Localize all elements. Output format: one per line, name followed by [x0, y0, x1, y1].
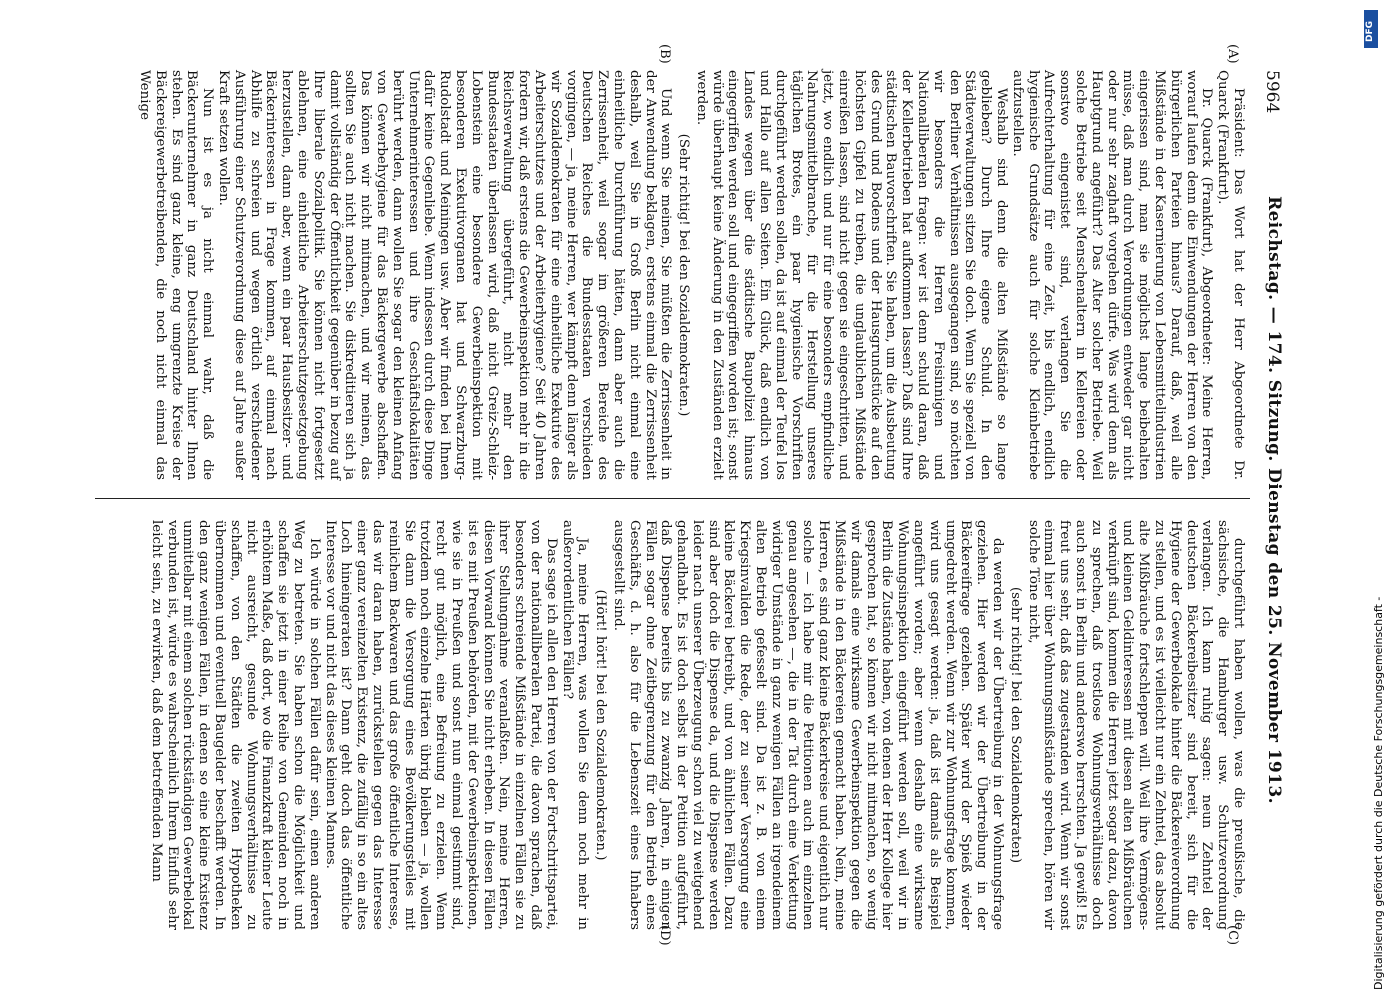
right-text-column: [96, 520, 1246, 930]
paragraph: Und wenn Sie meinen, Sie müßten die Zerrissenheit in der Anwendung beklagen, erstens einmal die Zerrissenheit deshalb, weil Sie in Groß Berlin nicht einmal eine einheitliche Durchführung hätten, dann aber auch die Zerrissenheit, weil sogar im größeren Bereiche des Deutschen Reiches die Bundesstaaten verschieden vorgingen, — ja, meine Herren, wer kämpft denn länger als wir Sozialdemokraten für eine einheitliche Exekutive des Arbeiterschutzes und der Arbeiterhygiene? Seit 40 Jahren fordern wir, daß erstens die Gewerbeinspektion mehr in die Reichsverwaltung übergeführt, nicht mehr den Bundesstaaten überlassen wird, daß nicht Greiz-Schleiz-Lobenstein eine besondere Gewerbeinspektion mit besonderen Exekutivorganen hat und Schwarzburg-Rudolstadt und Meiningen usw. Aber wir finden bei Ihnen dafür keine Gegenliebe. Wenn indessen durch diese Dinge Unternehmerinteressen und ihre Geschäftslokalitäten berührt werden, dann wollen Sie sogar den kleinen Anfang von Gewerbehygiene für das Bäckergewerbe abschaffen. Das können wir nicht mitmachen, und wir meinen, das sollten Sie auch nicht machen. Sie diskreditieren sich ja damit vollständig der Öffentlichkeit gegenüber in bezug auf Ihre liberale Sozialpolitik. Sie können nicht fortgesetzt ablehnen, eine einheitliche Arbeiterschutzgesetzgebung herzustellen, dann aber, wenn ein paar Hausbesitzer- und Bäckerinteressen in Frage kommen, auf einmal nach Abhilfe zu schreien und wegen örtlich verschiedener Ausführung einer Schutzverordnung diese auf Jahre außer Kraft setzen wollen.: [216, 70, 674, 480]
page-number: 5964: [1262, 70, 1282, 114]
interjection: (Hört! hört! bei den Sozialdemokraten.): [593, 589, 609, 861]
interjection: (Sehr richtig! bei den Sozialdemokraten.): [676, 133, 692, 417]
margin-mark-c: (C): [1225, 925, 1240, 946]
paragraph: Ich würde in solchen Fällen dafür sein, einen anderen Weg zu betreten. Sie haben schon die Möglichkeit und schaffen sie jetzt in einer Reihe von Gemeinden noch in erhöhtem Maße, daß dort, wo die Finanzkraft kleiner Leute nicht ausreicht, gesunde Wohnungsverhältnisse zu schaffen, von den Städten die zweiten Hypotheken übernommen und eventuell Baugelder beschafft werden. In den ganz wenigen Fällen, in denen so eine kleine Existenz unmittelbar mit einem solchen rückständigen Gewerbelokal verbunden ist, würde es wahrscheinlich Ihrem Einfluß sehr leicht sein, zu erwirken, daß dem betreffenden Mann: [148, 520, 322, 930]
digitization-credit: Digitalisierung gefördert durch die Deutsche Forschungsgemeinschaft -: [1372, 596, 1385, 990]
header-publication: Reichstag. — 174. Sitzung. Dienstag den 25. November 1913.: [1264, 196, 1284, 804]
margin-mark-b: (B): [657, 44, 672, 64]
dfg-logo: DFG: [1364, 10, 1378, 48]
interjection: (sehr richtig! bei den Sozialdemokraten): [1007, 586, 1023, 864]
column-divider: [95, 498, 1250, 499]
paragraph: Ja, meine Herren, was wollen Sie denn noch mehr in außerordentlichen Fällen?: [559, 520, 591, 930]
paragraph: Nun ist es ja nicht einmal wahr, daß die Bäckerunternehmer in ganz Deutschland hinter Ihnen stehen. Es sind ganz kleine, eng umgrenzte Kreise der Bäckereigewerbetreibenden, die noch nicht einmal das Wenige: [137, 70, 216, 480]
left-text-column: [96, 70, 1246, 480]
paragraph: durchgeführt haben wollen, was die preußische, die sächsische, die Hamburger usw. Schutzverordnung verlangen. Ich kann ruhig sagen: neun Zehntel der deutschen Bäckereibesitzer sind bereit, sich für die Hygiene der Gewerbelokale hinter die Bäckereiverordnung zu stellen, und es ist vielleicht nur ein Zehntel, das absolut alte Mißbräuche fortschleppen will. Weil ihre Vermögens- und kleinen Geldinteressen mit diesen alten Mißbräuchen verknüpft sind, kommen die Herren jetzt sogar dazu, davon zu sprechen, daß trostlose Wohnungsverhältnisse doch auch sonst in Berlin und anderswo herrschten. Ja gewiß! Es freut uns sehr, daß das zugestanden wird. Wenn wir sonst einmal hier über Wohnungsmißstände sprechen, hören wir solche Töne nicht,: [1025, 520, 1246, 930]
rotated-document-page: [50, 44, 1290, 950]
paragraph: Weshalb sind denn die alten Mißstände so lange geblieben? Durch Ihre eigene Schuld. In den Städteverwaltungen sitzen Sie doch. Wenn Sie speziell von den Berliner Verhältnissen ausgegangen sind, so möchten wir besonders die Herren Freisinnigen und Nationalliberalen fragen: wer ist denn schuld daran, daß der Kellerbetrieben hat aufkommen lassen? Daß sind Ihre städtischen Bauvorschriften. Sie haben, um die Ausbeutung des Grund und Bodens und der Hausgrundstücke auf den höchsten Gipfel zu treiben, die unglaublichen Mißstände einreißen lassen, sind nicht gegen sie eingeschritten, und jetzt, wo endlich und nur für eine besonders empfindliche Nahrungsmittelbranche, für die Herstellung unseres täglichen Brotes, ein paar hygienische Vorschriften durchgeführt werden sollen, da ist auf einmal der Teufel los und Hallo auf allen Seiten. Ein Glück, daß endlich von Landes wegen über die städtische Baupolizei hinaus eingegriffen werden soll und eingegriffen worden ist; sonst würde überhaupt keine Änderung in den Zuständen erzielt werden.: [693, 70, 1010, 480]
running-header: [1264, 50, 1284, 950]
paragraph: da werden wir der Übertreibung in der Wohnungsfrage geziehen. Hier werden wir der Übertreibung in der Bäckereifrage geziehen. Später wird der Spieß wieder umgedreht werden. Wenn wir zur Wohnungsfrage kommen, wird uns gesagt werden: ja, daß ist damals als Beispiel angeführt worden; aber wenn deshalb eine wirksame Wohnungsinspektion eingeführt werden soll, weil wir in Berlin die Zustände haben, von denen der Herr Kollege hier gesprochen hat, so können wir nicht mitmachen, so wenig wir damals eine wirksame Gewerbeinspektion gegen die Mißstände in den Bäckereien gemacht haben. Nein, meine Herren, es sind ganz kleine Bäckerkreise und eigentlich nur solche — ich habe mir die Petitionen auch im einzelnen genau angesehen —, die in der Tat durch eine Verkettung widriger Umstände in ganz wenigen Fällen an irgendeinem alten Betrieb gefesselt sind. Da ist z. B. von einem Kriegsinvaliden die Rede, der zu seiner Versorgung eine kleine Bäckerei betreibt, und von ähnlichen Fällen. Dazu sind aber doch die Dispense da, und die Dispense werden leider nach unserer Überzeugung schon viel zu weitgehend gehandhabt. Es ist doch selbst in der Petition aufgeführt, daß Dispense bereits bis zu zwanzig Jahren, in einigen Fällen sogar ohne Zeitbegrenzung für den Betrieb eines Geschäfts, d. h. also für die Lebenszeit eines Inhabers ausgestellt sind.: [610, 520, 1006, 930]
margin-mark-a: (A): [1225, 44, 1240, 64]
paragraph: Dr. Quarck (Frankfurt), Abgeordneter: Meine Herren, worauf laufen denn die Einwendungen der Herren von den bürgerlichen Parteien hinaus? Darauf, daß, weil alle Mißstände in der Kasernierung von Lebensmittelindustrien eingerissen sind, man sie möglichst lange beibehalten müsse, daß man durch Verordnungen entweder gar nicht oder nur sehr zaghaft vorgehen dürfe. Was wird denn als Hauptgrund angeführt? Das Alter solcher Betriebe. Weil solche Betriebe seit Menschenaltern in Kellereien oder sonstwo eingenistet sind, verlangen Sie die Aufrechterhaltung für eine Zeit, bis endlich, endlich hygienische Grundsätze auch für solche Kleinbetriebe aufzustellen.: [1009, 70, 1215, 480]
margin-mark-d: (D): [657, 925, 672, 946]
paragraph: Das sage ich allen den Herren von der Fortschrittspartei, von der nationalliberalen Partei, die davon sprachen, daß besonders schreiende Mißstände in einzelnen Fällen sie zu ihrer Stellungnahme veranlaßten. Nein, meine Herren, diesen Vorwand können Sie nicht erheben. In diesen Fällen ist es mit Preußen behörden, mit der Gewerbeinspektionen, wie sie in Preußen und sonst nun einmal gestimmt sind, recht gut möglich, eine Befreiung zu erzielen. Wenn trotzdem noch einzelne Härten übrig bleiben — ja, wollen Sie dann die Versorgung eines Bevölkerungsteiles mit reinlichem Backwaren und das große öffentliche Interesse, das wir daran haben, zurückstellen gegen das Interesse einer ganz vereinzelten Existenz, die zufällig in so ein altes Loch hineingeraten ist? Dann geht doch das öffentliche Interesse vor und nicht das dieses kleinen Mannes.: [322, 520, 559, 930]
paragraph: Präsident: Das Wort hat der Herr Abgeordnete Dr. Quarck (Frankfurt).: [1215, 70, 1246, 480]
